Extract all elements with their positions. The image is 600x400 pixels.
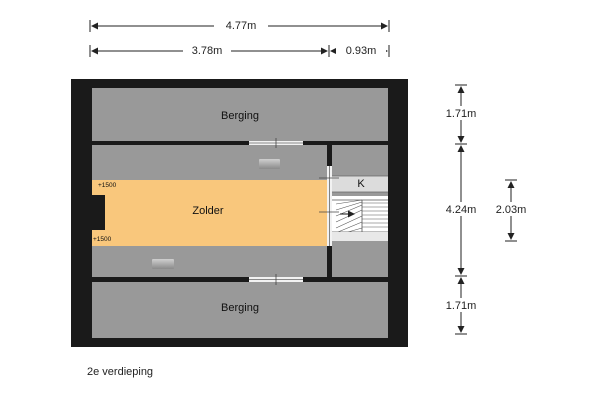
left-width-label: 3.78m [191,45,223,57]
dimension-vertical-stair [488,180,534,241]
height-marker-upper: +1500 [98,182,117,189]
storage-top-label: Berging [221,110,259,122]
bottom-depth-label: 1.71m [445,300,477,312]
dimension-total-width [90,19,389,32]
dimension-vertical-main [437,85,485,334]
stair-depth-label: 2.03m [495,204,527,216]
storage-bottom-label: Berging [221,302,259,314]
top-depth-label: 1.71m [445,108,477,120]
fixture-upper [259,159,280,169]
middle-depth-label: 4.24m [445,204,477,216]
floor-label: 2e verdieping [87,366,154,378]
wall-notch [88,195,105,230]
height-marker-lower: +1500 [93,236,112,243]
closet-label: K [357,178,365,190]
dimension-sub-widths [90,44,389,57]
right-width-label: 0.93m [345,45,377,57]
total-width-label: 4.77m [225,20,257,32]
attic-label: Zolder [192,205,224,217]
fixture-lower [152,259,174,269]
staircase [332,196,388,241]
